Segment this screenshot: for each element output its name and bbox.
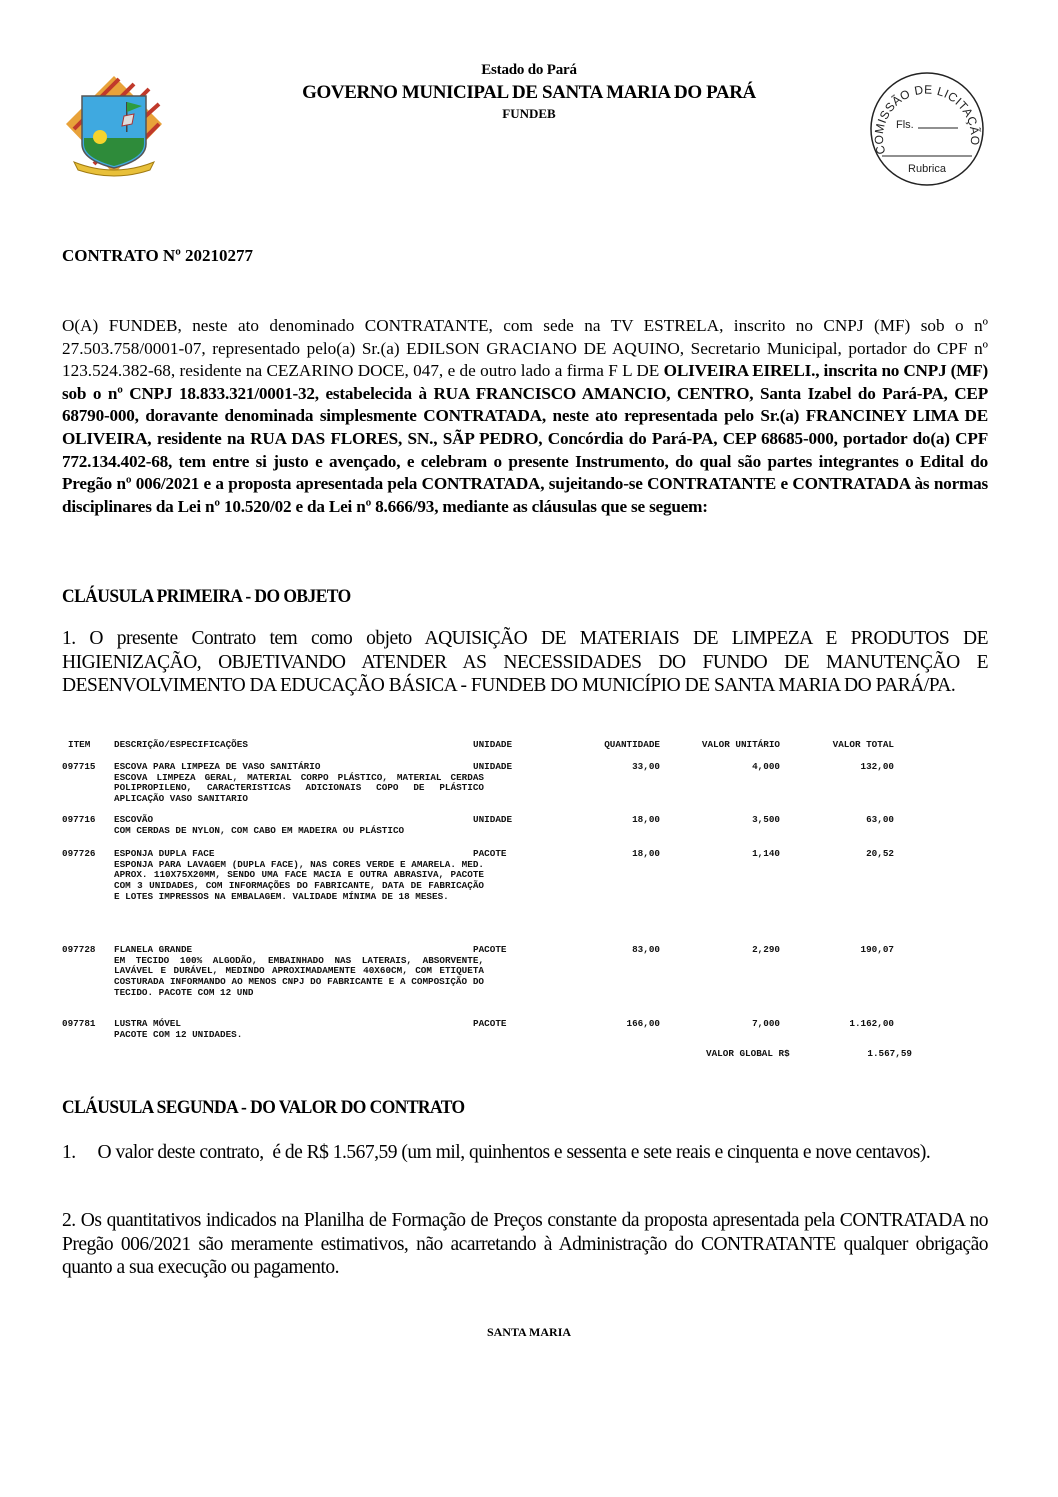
row-total: 190,07 [860,944,894,955]
row-description [114,945,484,999]
row-description [114,815,484,836]
stamp-icon [868,70,986,188]
header-government: GOVERNO MUNICIPAL DE SANTA MARIA DO PARÁ [302,82,756,103]
row-unit-price: 2,290 [752,944,780,955]
row-title: LUSTRA MÓVEL [114,1018,181,1029]
intro-paragraph [62,315,988,518]
row-title: ESCOVÃO [114,814,154,825]
row-item-code: 097716 [62,814,96,825]
row-unit-price: 7,000 [752,1018,780,1029]
row-unit-price: 3,500 [752,814,780,825]
row-item-code: 097726 [62,848,96,859]
row-unit-price: 1,140 [752,848,780,859]
intro-text-bold: OLIVEIRA EIRELI., inscrita no CNPJ (MF) sob o nº CNPJ 18.833.321/0001-32, estabelecida à RUA FRANCISCO AMANCIO, CENTRO, Santa Izabel do Pará-PA, CEP 68790-000, doravante denominada simplesmente CONTRATADA, neste ato representada pelo Sr.(a) FRANCINEY LIMA DE OLIVEIRA, residente na RUA DAS FLORES, SN., SÃP PEDRO, Concórdia do Pará-PA, CEP 68685-000, portador do(a) CPF 772.134.402-68, tem entre si justo e avençado, e celebram o presente Instrumento, do qual são partes integrantes o Edital do Pregão nº 006/2021 e a proposta apresentada pela CONTRATADA, sujeitando-se CONTRATANTE e CONTRATADA às normas disciplinares da Lei nº 10.520/02 e da Lei nº 8.666/93, mediante as cláusulas que se seguem: [62,361,988,516]
licitacao-stamp [868,70,986,188]
row-unit: PACOTE [473,944,507,955]
row-quantity: 33,00 [632,761,660,772]
row-quantity: 83,00 [632,944,660,955]
header-state: Estado do Pará [481,62,577,78]
stamp-ring-text: COMISSÃO DE LICITAÇÃO [871,82,983,156]
row-description-body: COM CERDAS DE NYLON, COM CABO EM MADEIRA OU PLÁSTICO [114,824,405,836]
clause2-paragraph-1: 1. O valor deste contrato, é de R$ 1.567,59 (um mil, quinhentos e sessenta e sete reais e cinquenta e nove centavos). [62,1142,931,1163]
row-description [114,1019,484,1040]
header-quantity: QUANTIDADE [604,739,660,750]
clause1-heading: CLÁUSULA PRIMEIRA - DO OBJETO [62,586,351,607]
row-description-body: ESPONJA PARA LAVAGEM (DUPLA FACE), NAS CORES VERDE E AMARELA. MED. APROX. 110X75X20MM, SENDO UMA FACE MACIA E OUTRA ABRASIVA, PACOTE COM 3 UNIDADES, COM INFORMAÇÕES DO FABRICANTE, DATA DE FABRICAÇÃO E LOTES IMPRESSOS NA EMBALAGEM. VALIDADE MÍNIMA DE 18 MESES. [114,858,484,902]
clause2-heading: CLÁUSULA SEGUNDA - DO VALOR DO CONTRATO [62,1097,465,1118]
row-total: 1.162,00 [849,1018,894,1029]
row-unit-price: 4,000 [752,761,780,772]
row-title: ESPONJA DUPLA FACE [114,848,215,859]
row-total: 63,00 [866,814,894,825]
header-total: VALOR TOTAL [832,739,894,750]
row-description-body: PACOTE COM 12 UNIDADES. [114,1028,243,1040]
row-quantity: 18,00 [632,848,660,859]
table-header-row [62,740,932,760]
clause2-paragraph-2: 2. Os quantitativos indicados na Planilha de Formação de Preços constante da proposta apresentada pela CONTRATADA no Pregão 006/2021 são meramente estimativos, não acarretando à Administração do CONTRATANTE qualquer obrigação quanto a sua execução ou pagamento. [62,1210,988,1278]
row-item-code: 097781 [62,1018,96,1029]
row-quantity: 18,00 [632,814,660,825]
items-table [62,739,932,1059]
row-unit: PACOTE [473,848,507,859]
signature-place: SANTA MARIA [486,1325,572,1339]
header-item: ITEM [68,739,91,750]
row-description [114,762,484,805]
row-item-code: 097728 [62,944,96,955]
row-description [114,849,484,903]
header-entity: FUNDEB [502,106,556,121]
row-description-body: EM TECIDO 100% ALGODÃO, EMBAINHADO NAS LATERAIS, ABSORVENTE, LAVÁVEL E DURÁVEL, MEDINDO APROXIMADAMENTE 40X60CM, COM ETIQUETA COSTURADA INFORMANDO AO MENOS CNPJ DO FABRICANTE E A COMPOSIÇÃO DO TECIDO. PACOTE COM 12 UND [114,954,484,998]
intro-text-plain: O(A) FUNDEB, neste ato denominado CONTRATANTE, com sede na TV ESTRELA, inscrito no CNPJ (MF) sob o nº 27.503.758/0001-07, representado pelo(a) Sr.(a) EDILSON GRACIANO DE AQUINO, Secretario Municipal, portador do CPF nº 123.524.382-68, residente na CEZARINO DOCE, 047, e de outro lado a firma F L DE [62,316,988,381]
svg-text:COMISSÃO DE LICITAÇÃO [872,83,982,156]
row-total: 20,52 [866,848,894,859]
clause1-object-text: 1. O presente Contrato tem como objeto AQUISIÇÃO DE MATERIAIS DE LIMPEZA E PRODUTOS DE HIGIENIZAÇÃO, OBJETIVANDO ATENDER AS NECESSIDADES DO FUNDO DE MANUTENÇÃO E DESENVOLVIMENTO DA EDUCAÇÃO BÁSICA - FUNDEB DO MUNICÍPIO DE SANTA MARIA DO PARÁ/PA. [62,628,988,696]
global-value: 1.567,59 [867,1048,912,1059]
global-value-label: VALOR GLOBAL R$ [706,1048,790,1059]
row-title: ESCOVA PARA LIMPEZA DE VASO SANITÁRIO [114,761,321,772]
row-quantity: 166,00 [626,1018,660,1029]
row-total: 132,00 [860,761,894,772]
row-description-body: ESCOVA LIMPEZA GERAL, MATERIAL CORPO PLÁSTICO, MATERIAL CERDAS POLIPROPILENO, CARACTERISTICAS ADICIONAIS COPO DE PLÁSTICO APLICAÇÃO VASO SANITARIO [114,771,484,805]
header-unit-price: VALOR UNITÁRIO [701,739,780,750]
row-unit: PACOTE [473,1018,507,1029]
header-description: DESCRIÇÃO/ESPECIFICAÇÕES [114,739,248,750]
row-item-code: 097715 [62,761,96,772]
row-unit: UNIDADE [473,814,513,825]
contract-title: CONTRATO Nº 20210277 [62,246,254,265]
row-unit: UNIDADE [473,761,513,772]
stamp-rubrica-label: Rubrica [908,163,946,175]
stamp-fls-label: Fls. [896,119,914,131]
header-unit: UNIDADE [473,739,513,750]
row-title: FLANELA GRANDE [114,944,193,955]
